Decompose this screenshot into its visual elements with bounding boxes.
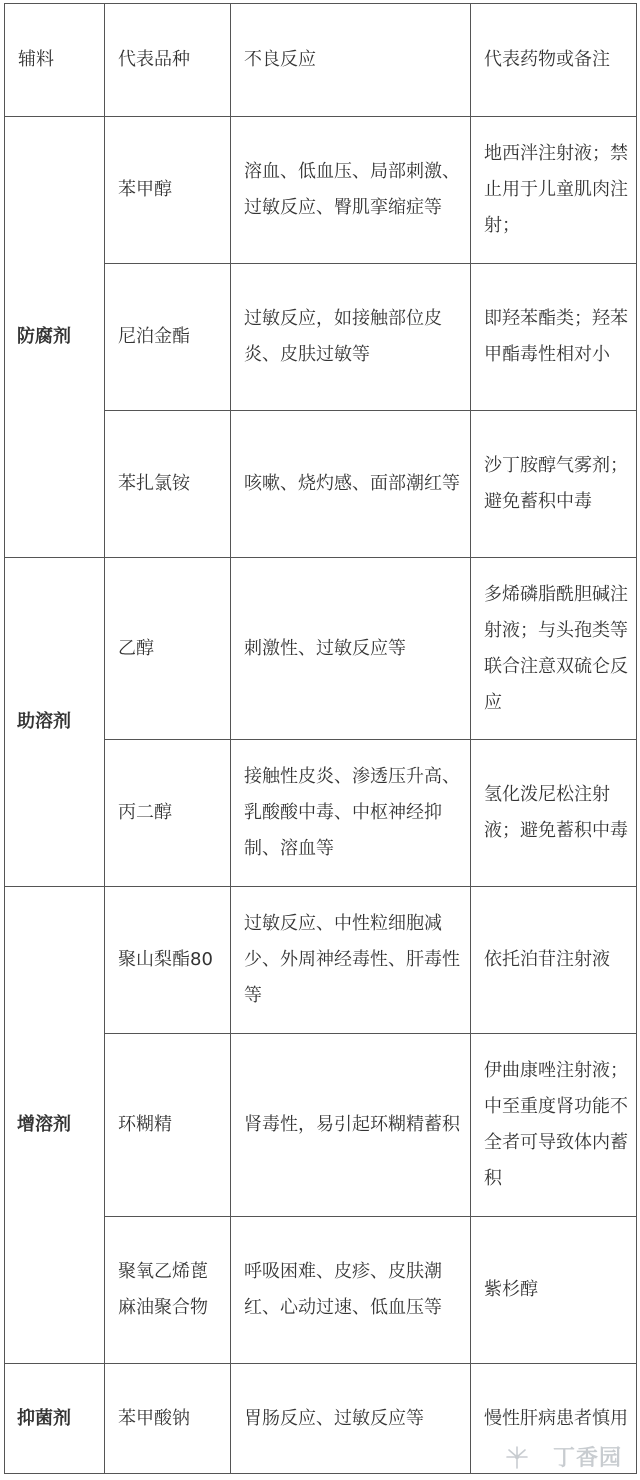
variety-cell: 丙二醇: [105, 740, 231, 887]
header-variety: 代表品种: [105, 4, 231, 117]
excipient-adverse-reaction-table: [4, 3, 637, 1474]
reaction-cell: 胃肠反应、过敏反应等: [231, 1364, 471, 1474]
note-cell: 即羟苯酯类；羟苯甲酯毒性相对小: [471, 264, 637, 411]
note-cell: 慢性肝病患者慎用: [471, 1364, 637, 1474]
note-cell: 氢化泼尼松注射液；避免蓄积中毒: [471, 740, 637, 887]
variety-cell: 环糊精: [105, 1034, 231, 1217]
excipient-name: 增溶剂: [5, 887, 105, 1364]
note-cell: 多烯磷脂酰胆碱注射液；与头孢类等联合注意双硫仑反应: [471, 558, 637, 740]
reaction-cell: 刺激性、过敏反应等: [231, 558, 471, 740]
table-row: [5, 887, 637, 1034]
reaction-cell: 肾毒性，易引起环糊精蓄积: [231, 1034, 471, 1217]
header-note: 代表药物或备注: [471, 4, 637, 117]
reaction-cell: 溶血、低血压、局部刺激、过敏反应、臀肌挛缩症等: [231, 117, 471, 264]
reaction-cell: 咳嗽、烧灼感、面部潮红等: [231, 411, 471, 558]
variety-cell: 乙醇: [105, 558, 231, 740]
note-cell: 紫杉醇: [471, 1217, 637, 1364]
note-cell: 地西泮注射液；禁止用于儿童肌肉注射；: [471, 117, 637, 264]
variety-cell: 尼泊金酯: [105, 264, 231, 411]
excipient-name: 防腐剂: [5, 117, 105, 558]
note-cell: 伊曲康唑注射液；中至重度肾功能不全者可导致体内蓄积: [471, 1034, 637, 1217]
table-row: [5, 558, 637, 740]
variety-cell: 聚山梨酯80: [105, 887, 231, 1034]
dandelion-icon: [504, 1444, 530, 1470]
variety-cell: 苯甲酸钠: [105, 1364, 231, 1474]
reaction-cell: 接触性皮炎、渗透压升高、乳酸酸中毒、中枢神经抑制、溶血等: [231, 740, 471, 887]
note-cell: 依托泊苷注射液: [471, 887, 637, 1034]
table-row: [5, 1364, 637, 1474]
reaction-cell: 呼吸困难、皮疹、皮肤潮红、心动过速、低血压等: [231, 1217, 471, 1364]
excipient-name: 助溶剂: [5, 558, 105, 887]
variety-cell: 苯甲醇: [105, 117, 231, 264]
table-row: [5, 117, 637, 264]
note-cell: 沙丁胺醇气雾剂；避免蓄积中毒: [471, 411, 637, 558]
header-excipient: 辅料: [5, 4, 105, 117]
watermark-text: 丁香园: [552, 1446, 622, 1471]
header-reaction: 不良反应: [231, 4, 471, 117]
variety-cell: 苯扎氯铵: [105, 411, 231, 558]
excipient-name: 抑菌剂: [5, 1364, 105, 1474]
variety-cell: 聚氧乙烯蓖麻油聚合物: [105, 1217, 231, 1364]
table-header-row: [5, 4, 637, 117]
reaction-cell: 过敏反应、中性粒细胞减少、外周神经毒性、肝毒性等: [231, 887, 471, 1034]
reaction-cell: 过敏反应，如接触部位皮炎、皮肤过敏等: [231, 264, 471, 411]
